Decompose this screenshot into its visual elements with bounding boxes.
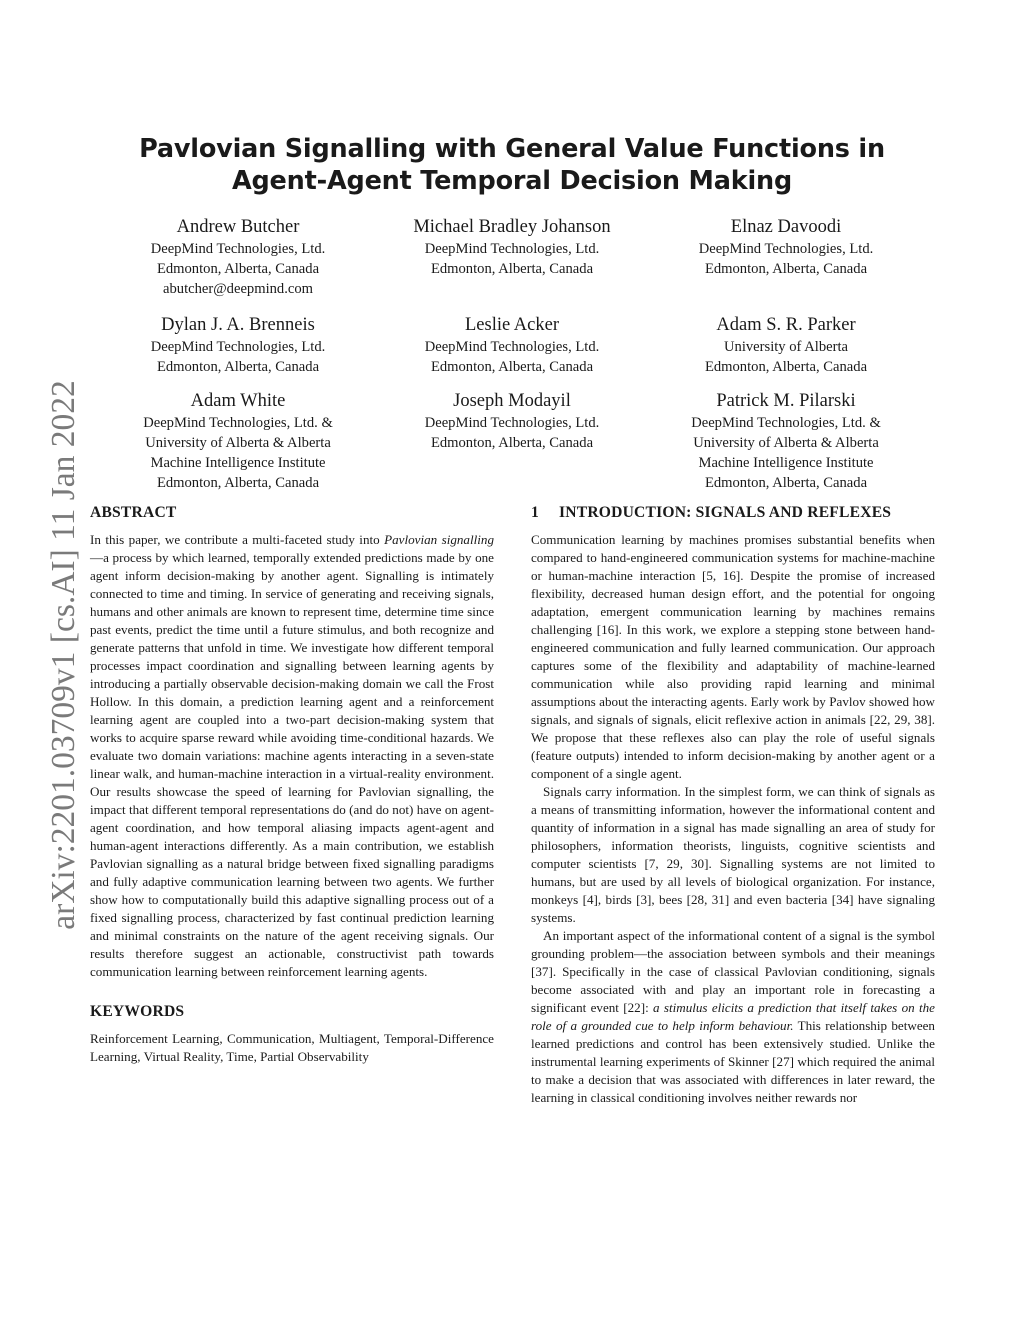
author-affiliation: DeepMind Technologies, Ltd. & xyxy=(691,415,881,431)
section-number: 1 xyxy=(531,504,539,521)
author-affiliation: DeepMind Technologies, Ltd. xyxy=(424,339,600,355)
author-name: Dylan J. A. Brenneis xyxy=(161,315,315,335)
intro-p3-end: This relationship between learned predictions and control has been extensively studied. Unlike the instrumental learning experiments of Skinner [27] which required the animal to make a decision that was associated with differences in later reward, the learning in classical conditioning involves neither rewards nor xyxy=(531,1018,935,1105)
author-block xyxy=(372,314,652,377)
intro-paragraph-2: Signals carry information. In the simplest form, we can think of signals as a means of transmitting information, however the informational content and quantity of information in a signal has made signalling an area of study for philosophers, information theorists, linguists, cognitive scientists and computer scientists [7, 29, 30]. Signalling systems are not limited to humans, but are used by all levels of biological organization. For instance, monkeys [4], birds [3], bees [28, 31] and even bacteria [34] have signaling systems. xyxy=(531,784,935,925)
author-location: Edmonton, Alberta, Canada xyxy=(156,261,320,277)
paper-title xyxy=(90,133,934,197)
author-affiliation: DeepMind Technologies, Ltd. xyxy=(150,339,326,355)
author-name: Adam S. R. Parker xyxy=(716,315,856,335)
author-location: Edmonton, Alberta, Canada xyxy=(156,359,320,375)
author-name: Patrick M. Pilarski xyxy=(716,391,856,411)
author-location: Edmonton, Alberta, Canada xyxy=(704,261,868,277)
author-name: Michael Bradley Johanson xyxy=(413,217,611,237)
author-affiliation: DeepMind Technologies, Ltd. xyxy=(424,415,600,431)
author-location: Edmonton, Alberta, Canada xyxy=(156,475,320,491)
author-block xyxy=(98,314,378,377)
abstract-body: —a process by which learned, temporally extended predictions made by one agent inform decision-making by another agent. Signalling is intimately connected to time and timing. In service of generating and receiving signals, humans and other animals are known to represent time, determine time since past events, predict the time until a future stimulus, and both recognize and generate patterns that unfold in time. We investigate how different temporal processes impact coordination and signalling between learning agents by introducing a partially observable decision-making domain we call the Frost Hollow. In this domain, a prediction learning agent and a reinforcement learning agent are coupled into a two-part decision-making system that works to acquire sparse reward while avoiding time-conditional hazards. We evaluate two domain variations: machine agents interacting in a seven-state linear walk, and human-machine interaction in a virtual-reality environment. Our results showcase the speed of learning for Pavlovian signalling, the impact that different temporal representations do (and do not) have on agent-agent coordination, and how temporal aliasing impacts agent-agent and human-agent interactions differently. As a main contribution, we establish Pavlovian signalling as a natural bridge between fixed signalling paradigms and fully adaptive communication learning between two agents. We further show how to computationally build this adaptive signalling process out of a fixed signalling process, characterized by fast continual prediction learning and minimal constraints on the nature of the agent receiving signals. Our results therefore suggest an actionable, constructivist path towards communication learning between reinforcement learning agents. xyxy=(90,550,494,979)
author-location: Edmonton, Alberta, Canada xyxy=(430,359,594,375)
author-email[interactable]: abutcher@deepmind.com xyxy=(163,281,313,297)
keywords-heading: KEYWORDS xyxy=(90,1003,185,1020)
author-block xyxy=(646,314,926,377)
author-name: Joseph Modayil xyxy=(453,391,571,411)
author-affiliation: DeepMind Technologies, Ltd. xyxy=(424,241,600,257)
abstract-text xyxy=(90,531,494,981)
author-name: Andrew Butcher xyxy=(176,217,300,237)
left-column xyxy=(90,502,494,1066)
author-location: Edmonton, Alberta, Canada xyxy=(704,475,868,491)
author-block xyxy=(372,390,652,453)
author-affiliation: DeepMind Technologies, Ltd. xyxy=(698,241,874,257)
author-block xyxy=(372,216,652,279)
author-affiliation: Machine Intelligence Institute xyxy=(150,455,326,471)
abstract-emphasis: Pavlovian signalling xyxy=(384,532,494,547)
keywords-text: Reinforcement Learning, Communication, Multiagent, Temporal-Difference Learning, Virtual Reality, Time, Partial Observability xyxy=(90,1031,494,1064)
author-block xyxy=(646,216,926,279)
author-location: Edmonton, Alberta, Canada xyxy=(704,359,868,375)
author-block xyxy=(646,390,926,493)
author-location: Edmonton, Alberta, Canada xyxy=(430,261,594,277)
arxiv-identifier: arXiv:2201.03709v1 [cs.AI] 11 Jan 2022 xyxy=(45,380,82,930)
author-block xyxy=(98,216,378,299)
abstract-intro: In this paper, we contribute a multi-faceted study into xyxy=(90,532,385,547)
section-heading-introduction xyxy=(531,502,935,524)
intro-p3-start: An important aspect of the informational content of a signal is the symbol grounding problem—the association between symbols and their meanings [37]. Specifically in the case of classical Pavlovian conditioning, signals become associated with and play an important role in forecasting a significant event [22]: xyxy=(531,928,935,1015)
author-name: Adam White xyxy=(190,391,286,411)
author-block xyxy=(98,390,378,493)
author-affiliation: University of Alberta & Alberta xyxy=(693,435,879,451)
intro-paragraph-3 xyxy=(531,927,935,1107)
author-name: Leslie Acker xyxy=(465,315,559,335)
intro-p3-emphasis: a stimulus elicits a prediction that itself takes on the role of a grounded cue to help inform behaviour. xyxy=(531,1000,935,1033)
author-affiliation: Machine Intelligence Institute xyxy=(698,455,874,471)
author-name: Elnaz Davoodi xyxy=(730,217,842,237)
author-affiliation: University of Alberta & Alberta xyxy=(145,435,331,451)
title-line-1: Pavlovian Signalling with General Value Functions in xyxy=(139,134,885,164)
right-column xyxy=(531,502,935,1107)
author-affiliation: University of Alberta xyxy=(723,339,849,355)
author-location: Edmonton, Alberta, Canada xyxy=(430,435,594,451)
section-title: INTRODUCTION: SIGNALS AND REFLEXES xyxy=(559,504,892,521)
abstract-heading: ABSTRACT xyxy=(90,504,177,521)
intro-paragraph-1: Communication learning by machines promises substantial benefits when compared to hand-engineered communication systems for machine-machine or human-machine interaction [5, 16]. Despite the promise of increased flexibility, decreased human design effort, and the potential for ongoing adaptation, emergent communication learning by machines remains challenging [16]. In this work, we explore a stepping stone between hand-engineered communication and fully learned communication. Our approach captures some of the flexibility and adaptability of machine-learned communication while also providing rapid learning and minimal assumptions about the interacting agents. Early work by Pavlov showed how signals, and signals of signals, elicit reflexive action in animals [22, 29, 38]. We propose that these reflexes also can play the role of useful signals (feature outputs) intended to inform decision-making by another agent or a component of a single agent. xyxy=(531,532,935,781)
title-line-2: Agent-Agent Temporal Decision Making xyxy=(231,166,793,196)
author-affiliation: DeepMind Technologies, Ltd. & xyxy=(143,415,333,431)
author-affiliation: DeepMind Technologies, Ltd. xyxy=(150,241,326,257)
